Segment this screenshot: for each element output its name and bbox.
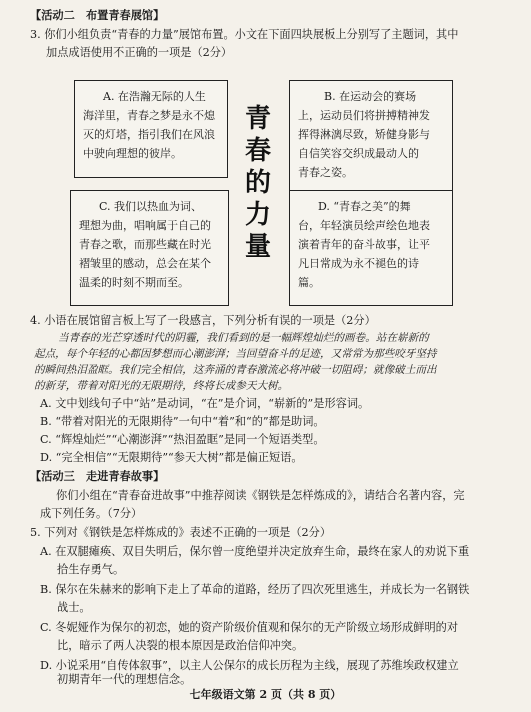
q4-passage-line1: 当青春的光芒穿透时代的阴霾，我们看到的是一幅辉煌灿烂的画卷。站在崭新的 bbox=[58, 332, 429, 344]
display-board-c bbox=[70, 190, 229, 306]
display-board-d bbox=[289, 190, 453, 306]
q3-stem-line2: 加点成语使用不正确的一项是（2分） bbox=[46, 46, 233, 59]
board-a-line4: 中驶向理想的彼岸。 bbox=[83, 147, 182, 160]
q5-stem: 5. 下列对《钢铁是怎样炼成的》表述不正确的一项是（2分） bbox=[30, 526, 332, 539]
board-b-line5: 青春之姿。 bbox=[298, 166, 353, 179]
board-d-line3: 演着青年的奋斗故事，让平 bbox=[298, 238, 430, 251]
q5-option-b-line1: B. 保尔在朱赫来的影响下走上了革命的道路，经历了四次死里逃生，并成长为一名钢铁 bbox=[40, 583, 470, 596]
title-char-3: 的 bbox=[244, 168, 271, 198]
q5-option-c-line1: C. 冬妮娅作为保尔的初恋，她的资产阶级价值观和保尔的无产阶级立场形成鲜明的对 bbox=[40, 621, 459, 634]
board-c-line3: 青春之歌，而那些藏在时光 bbox=[79, 238, 211, 251]
q5-option-d-line1: D. 小说采用“自传体叙事”，以主人公保尔的成长历程为主线，展现了苏维埃政权建立 bbox=[40, 659, 459, 672]
board-b-line4: 自信笑容交织成最动人的 bbox=[298, 147, 419, 160]
board-c-line4: 褶皱里的感动，总会在某个 bbox=[79, 257, 211, 270]
board-a-line2: 海洋里，青春之梦是永不熄 bbox=[83, 109, 215, 122]
board-d-line1: D. “青春之美”的舞 bbox=[318, 200, 411, 213]
q3-stem-line1: 3. 你们小组负责“青春的力量”展馆布置。小文在下面四块展板上分别写了主题词，其中 bbox=[30, 28, 459, 41]
q5-option-c-line2: 比，暗示了两人决裂的根本原因是政治信仰冲突。 bbox=[57, 639, 304, 652]
board-c-line1: C. 我们以热血为词、 bbox=[99, 200, 203, 213]
page-footer: 七年级语文第 2 页（共 8 页） bbox=[189, 688, 342, 701]
board-d-line5: 篇。 bbox=[298, 276, 320, 289]
display-board-a bbox=[74, 80, 228, 178]
q5-option-b-line2: 战士。 bbox=[57, 601, 91, 614]
board-a-line1: A. 在浩瀚无际的人生 bbox=[103, 90, 206, 103]
title-char-2: 春 bbox=[244, 136, 271, 166]
q5-option-a-line1: A. 在双腿瘫痪、双目失明后，保尔曾一度绝望并决定放弃生命，最终在家人的劝说下重 bbox=[40, 545, 470, 558]
q4-option-d: D. “完全相信”“无限期待”“参天大树”都是偏正短语。 bbox=[40, 451, 303, 464]
q4-option-b: B. “带着对阳光的无限期待”一句中“着”和“的”都是助词。 bbox=[40, 415, 325, 428]
board-d-line2: 台，年轻演员绘声绘色地表 bbox=[298, 219, 430, 232]
activity3-heading: 【活动三 走进青春故事】 bbox=[30, 469, 165, 483]
title-char-4: 力 bbox=[244, 200, 271, 230]
title-char-1: 青 bbox=[244, 104, 271, 134]
q4-option-c: C. “辉煌灿烂”“心潮澎湃”“热泪盈眶”是同一个短语类型。 bbox=[40, 433, 325, 446]
board-c-line5: 温柔的时刻不期而至。 bbox=[79, 276, 189, 289]
q4-passage-line4: 的新芽，带着对阳光的无限期待，终将长成参天大树。 bbox=[34, 380, 289, 392]
q4-passage-line3: 的瞬间热泪盈眶。我们完全相信，这奔涌的青春激流必将冲破一切阻碍；就像破土而出 bbox=[34, 364, 437, 376]
q5-option-d-line2: 初期青年一代的理想信念。 bbox=[57, 673, 192, 686]
board-c-line2: 理想为曲，唱响属于自己的 bbox=[79, 219, 211, 232]
q5-option-a-line2: 拾生存勇气。 bbox=[57, 563, 125, 576]
display-board-b bbox=[289, 80, 453, 196]
board-b-line1: B. 在运动会的赛场 bbox=[324, 90, 417, 103]
board-b-line3: 挥得淋漓尽致，矫健身影与 bbox=[298, 128, 430, 141]
board-a-line3: 灭的灯塔，指引我们在风浪 bbox=[83, 128, 215, 141]
q4-stem: 4. 小语在展馆留言板上写了一段感言，下列分析有误的一项是（2分） bbox=[30, 314, 376, 327]
board-d-line4: 凡日常成为永不褪色的诗 bbox=[298, 257, 419, 270]
title-char-5: 量 bbox=[244, 232, 271, 262]
q4-option-a: A. 文中划线句子中“站”是动词，“在”是介词，“崭新的”是形容词。 bbox=[40, 397, 370, 410]
board-b-line2: 上，运动员们将拼搏精神发 bbox=[298, 109, 430, 122]
activity3-intro-line1: 你们小组在“青春奋进故事”中推荐阅读《钢铁是怎样炼成的》，请结合名著内容，完 bbox=[56, 489, 465, 502]
center-vertical-title bbox=[236, 103, 280, 263]
activity3-intro-line2: 成下列任务。（7分） bbox=[40, 507, 143, 520]
q4-passage-line2: 起点，每个年轻的心都因梦想而心潮澎湃；当回望奋斗的足迹，又常常为那些咬牙坚持 bbox=[34, 348, 437, 360]
activity2-heading: 【活动二 布置青春展馆】 bbox=[30, 8, 165, 22]
